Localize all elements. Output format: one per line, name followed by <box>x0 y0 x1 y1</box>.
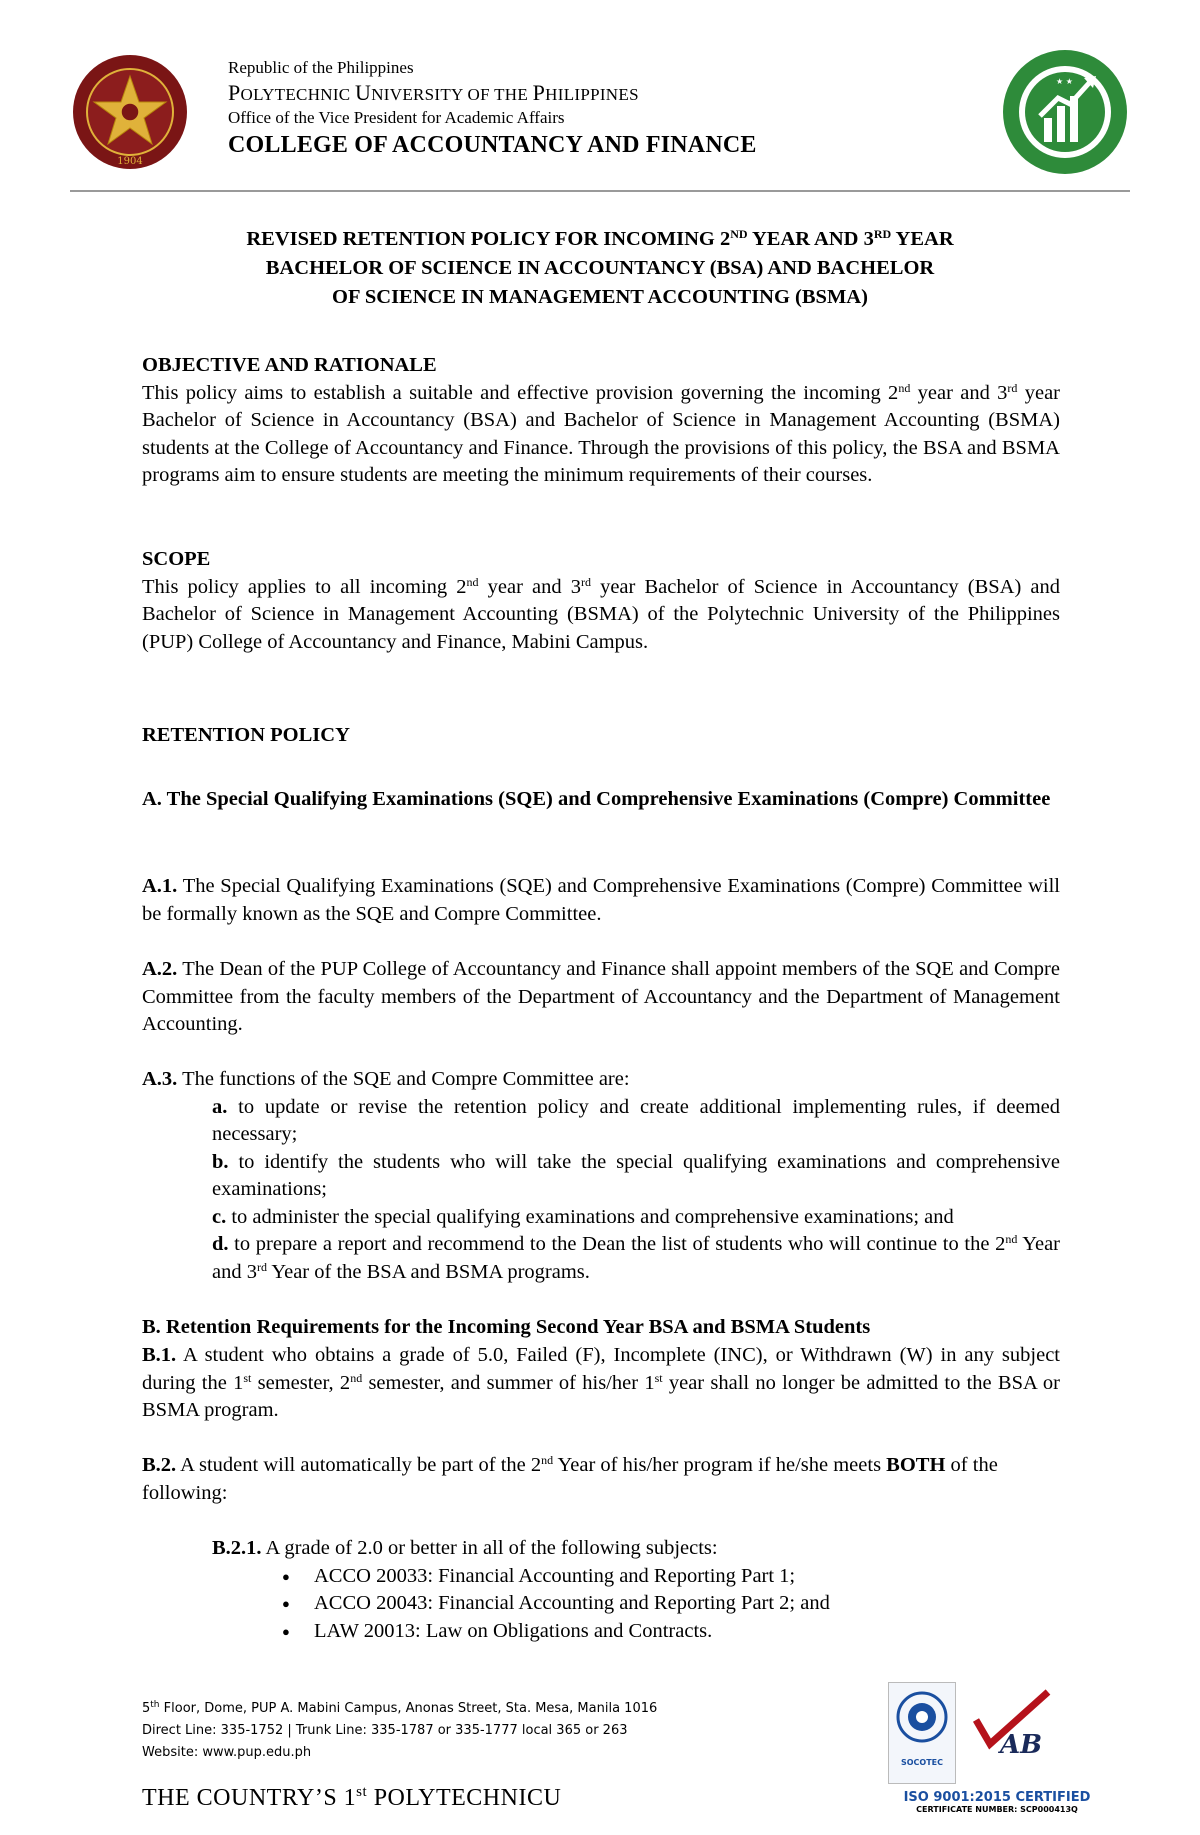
footer-address: 5th Floor, Dome, PUP A. Mabini Campus, Anonas Street, Sta. Mesa, Manila 1016 Direct Line: 335-1752 | Trunk Line: 335-1787 or 335-1777 local 365 or 263 Website: www.pup.edu.ph <box>142 1700 658 1760</box>
socotec-label: SOCOTEC <box>900 1758 944 1767</box>
clause-a3: A.3. The functions of the SQE and Compre Committee are: a. to update or revise the retention policy and create additional implementing rules, if deemed necessary; b. to identify the students who will take the special qualifying examinations and comprehensive examinations; c. to administer the special qualifying examinations and comprehensive examinations; and d. to prepare a report and recommend to the Dean the list of students who will continue to the 2nd Year and 3rd Year of the BSA and BSMA programs. <box>142 1066 1060 1286</box>
office-line: Office of the Vice President for Academic Affairs <box>228 108 565 127</box>
objective-section <box>142 352 1060 490</box>
section-a-heading: A. The Special Qualifying Examinations (SQE) and Comprehensive Examinations (Compre) Committee <box>142 788 1051 810</box>
clause-b1: B.1. A student who obtains a grade of 5.0, Failed (F), Incomplete (INC), or Withdrawn (W) in any subject during the 1st semester, 2nd semester, and summer of his/her 1st year shall no longer be admitted to the BSA or BSMA program. <box>142 1344 1060 1421</box>
iso-certification: ISO 9001:2015 CERTIFIED CERTIFICATE NUMBER: SCP000413Q <box>903 1790 1091 1814</box>
document-title: REVISED RETENTION POLICY FOR INCOMING 2ND YEAR AND 3RD YEAR BACHELOR OF SCIENCE IN ACCOUNTANCY (BSA) AND BACHELOR OF SCIENCE IN MANAGEMENT ACCOUNTING (BSMA) <box>246 227 954 308</box>
objective-paragraph: This policy aims to establish a suitable and effective provision governing the incoming 2nd year and 3rd year Bachelor of Science in Accountancy (BSA) and Bachelor of Science in Management Accounting (BSMA) students at the College of Accountancy and Finance. Through the provisions of this policy, the BSA and BSMA programs aim to ensure students are meeting the minimum requirements of their courses. <box>142 380 1060 486</box>
footer-motto: THE COUNTRY’S 1st POLYTECHNICU <box>142 1784 562 1811</box>
subject-list <box>142 1563 1060 1646</box>
a3-item-a: a. to update or revise the retention policy and create additional implementing rules, if deemed necessary; <box>212 1095 1060 1145</box>
pup-seal-year: 1904 <box>117 156 143 167</box>
clause-b21: B.2.1. A grade of 2.0 or better in all of the following subjects: ● ACCO 20033: Financial Accounting and Reporting Part 1; ● ACCO 20043: Financial Accounting and Reporting Part 2; and ● LAW 20013: Law on Obligations and Contracts. <box>142 1535 1060 1645</box>
clause-b2: B.2. A student will automatically be part of the 2nd Year of his/her program if he/she meets BOTH of the following: <box>142 1453 998 1504</box>
scope-section <box>142 546 1060 656</box>
svg-text:★ ★: ★ ★ <box>1056 77 1073 86</box>
list-item: ● LAW 20013: Law on Obligations and Contracts. <box>282 1618 1060 1646</box>
scope-paragraph: This policy applies to all incoming 2nd year and 3rd year Bachelor of Science in Accountancy (BSA) and Bachelor of Science in Management Accounting (BSMA) of the Polytechnic University of the Philippines (PUP) College of Accountancy and Finance, Mabini Campus. <box>142 574 1060 653</box>
list-item: ● ACCO 20033: Financial Accounting and Reporting Part 1; <box>282 1563 1060 1591</box>
pup-logo <box>70 40 190 185</box>
socotec-badge <box>888 1682 956 1784</box>
retention-heading: RETENTION POLICY <box>142 724 350 746</box>
college-name: COLLEGE OF ACCOUNTANCY AND FINANCE <box>228 132 757 158</box>
list-item: ● ACCO 20043: Financial Accounting and Reporting Part 2; and <box>282 1590 1060 1618</box>
a3-item-c: c. to administer the special qualifying examinations and comprehensive examinations; and <box>212 1205 954 1228</box>
header-divider <box>70 190 1130 192</box>
a3-item-b: b. to identify the students who will take the special qualifying examinations and comprehensive examinations; <box>212 1150 1060 1200</box>
republic-line: Republic of the Philippines <box>228 58 414 77</box>
clause-a2: A.2. The Dean of the PUP College of Accountancy and Finance shall appoint members of the SQE and Compre Committee from the faculty members of the Department of Accountancy and the Department of Management Accounting. <box>142 958 1060 1035</box>
socotec-logo-icon <box>889 1683 955 1753</box>
objective-heading: OBJECTIVE AND RATIONALE <box>142 354 437 376</box>
ab-label: AB <box>1000 1730 1043 1760</box>
university-name: POLYTECHNIC UNIVERSITY OF THE PHILIPPINES <box>228 80 639 105</box>
section-b-heading: B. Retention Requirements for the Incoming Second Year BSA and BSMA Students <box>142 1316 871 1338</box>
a3-item-d: d. to prepare a report and recommend to the Dean the list of students who will continue to the 2nd Year and 3rd Year of the BSA and BSMA programs. <box>212 1232 1060 1283</box>
scope-heading: SCOPE <box>142 548 211 570</box>
caf-logo <box>1000 40 1130 185</box>
clause-a1: A.1. The Special Qualifying Examinations (SQE) and Comprehensive Examinations (Compre) Committee will be formally known as the SQE and Compre Committee. <box>142 875 1060 925</box>
ab-badge <box>962 1686 1072 1782</box>
